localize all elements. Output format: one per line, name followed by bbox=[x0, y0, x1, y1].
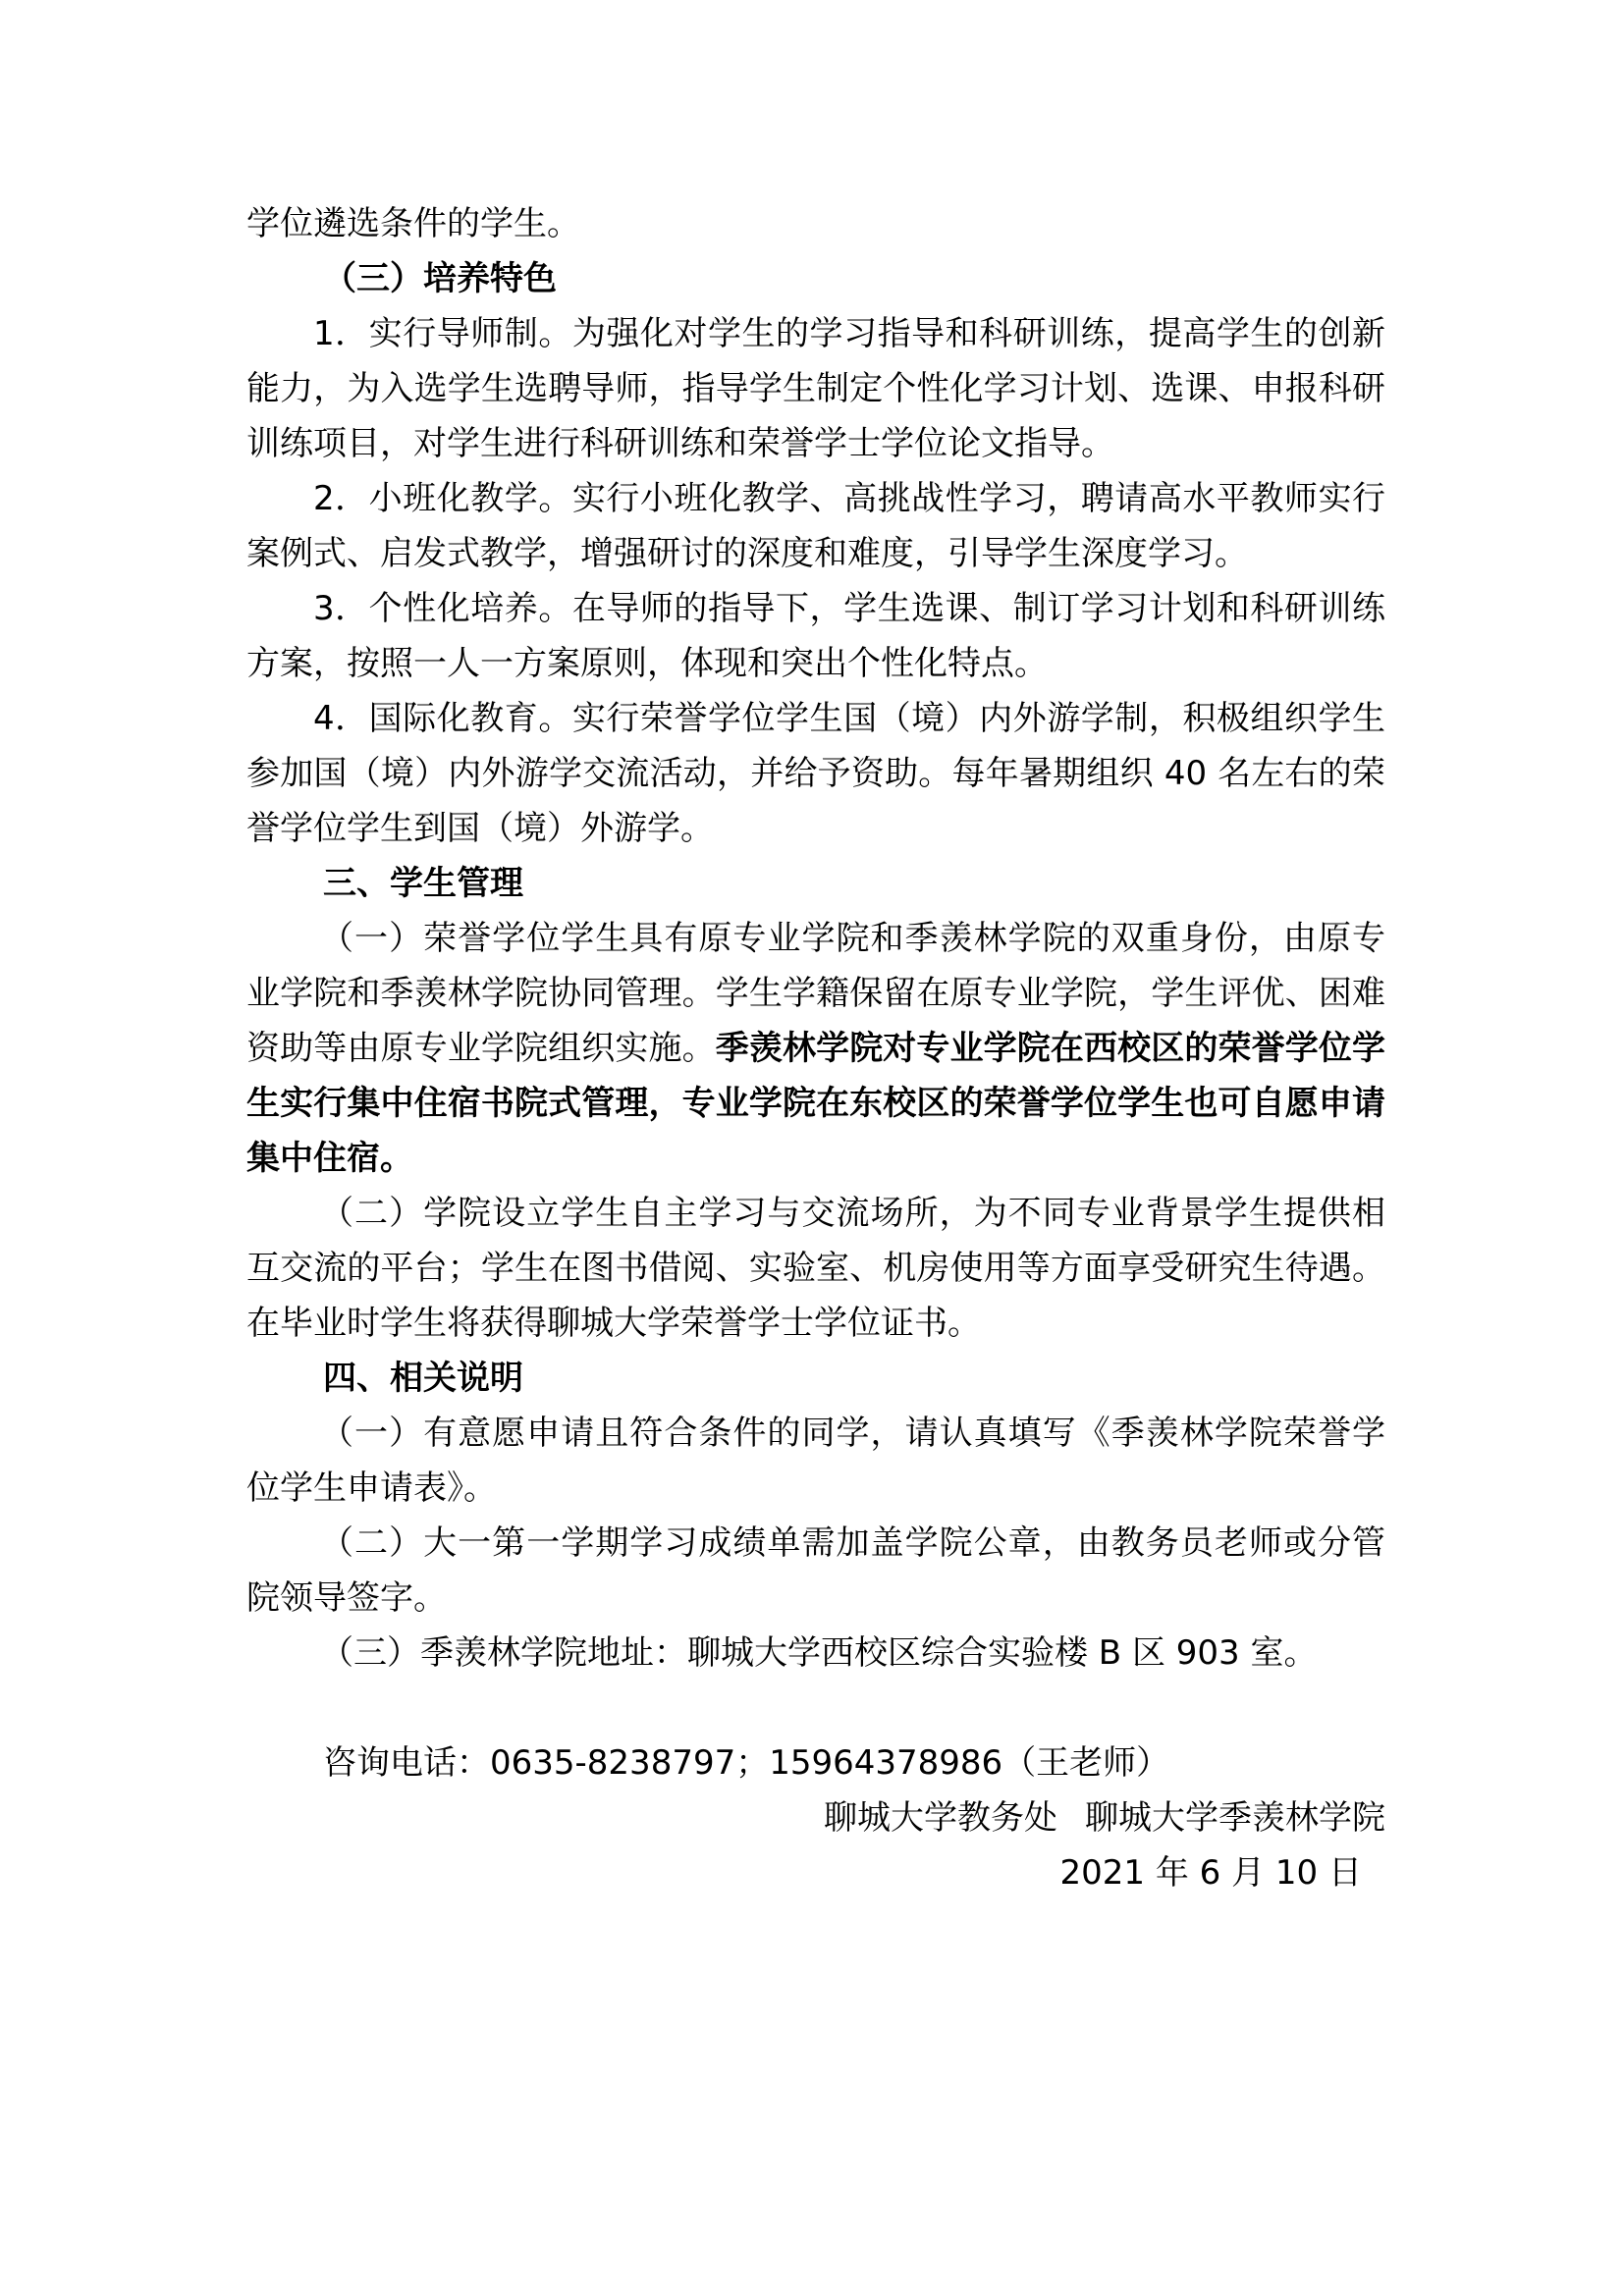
signer-academic-affairs: 聊城大学教务处 bbox=[824, 1798, 1057, 1838]
note-item-1: （一）有意愿申请且符合条件的同学，请认真填写《季羡林学院荣誉学位学生申请表》。 bbox=[246, 1414, 1385, 1508]
signer-jixianlin-college: 聊城大学季羡林学院 bbox=[1085, 1798, 1385, 1838]
contact-phone: 咨询电话：0635-8238797；15964378986（王老师） bbox=[323, 1743, 1170, 1783]
note-item-2: （二）大一第一学期学习成绩单需加盖学院公章，由教务员老师或分管院领导签字。 bbox=[246, 1523, 1385, 1618]
management-item-1-text: （一）荣誉学位学生具有原专业学院和季羡林学院的双重身份，由原专业学院和季羡林学院协同管理。学生学籍保留在原专业学院，学生评优、困难资助等由原专业学院组织实施。 bbox=[246, 919, 1385, 1068]
management-item-1 bbox=[246, 911, 1385, 1186]
feature-item-2: 2．小班化教学。实行小班化教学、高挑战性学习，聘请高水平教师实行案例式、启发式教学，增强研讨的深度和难度，引导学生深度学习。 bbox=[246, 479, 1385, 573]
management-item-2: （二）学院设立学生自主学习与交流场所，为不同专业背景学生提供相互交流的平台；学生在图书借阅、实验室、机房使用等方面享受研究生待遇。在毕业时学生将获得聊城大学荣誉学士学位证书。 bbox=[246, 1194, 1385, 1343]
intro-tail: 学位遴选条件的学生。 bbox=[246, 204, 580, 243]
signature-date: 2021 年 6 月 10 日 bbox=[1059, 1853, 1362, 1893]
spacer bbox=[246, 1681, 1385, 1735]
feature-item-3: 3．个性化培养。在导师的指导下，学生选课、制订学习计划和科研训练方案，按照一人一方案原则，体现和突出个性化特点。 bbox=[246, 589, 1385, 683]
document-page bbox=[246, 196, 1385, 1900]
heading-student-management: 三、学生管理 bbox=[323, 864, 523, 903]
management-item-1-bold-text: 季羡林学院对专业学院在西校区的荣誉学位学生实行集中住宿书院式管理，专业学院在东校区的荣誉学位学生也可自愿申请集中住宿。 bbox=[246, 1029, 1386, 1178]
heading-related-notes: 四、相关说明 bbox=[323, 1359, 523, 1398]
note-item-3: （三）季羡林学院地址：聊城大学西校区综合实验楼 B 区 903 室。 bbox=[320, 1633, 1318, 1673]
heading-training-features: （三）培养特色 bbox=[323, 259, 557, 298]
signers bbox=[246, 1790, 1385, 1845]
feature-item-4: 4．国际化教育。实行荣誉学位学生国（境）内外游学制，积极组织学生参加国（境）内外游学交流活动，并给予资助。每年暑期组织 40 名左右的荣誉学位学生到国（境）外游学。 bbox=[246, 699, 1385, 848]
feature-item-1: 1．实行导师制。为强化对学生的学习指导和科研训练，提高学生的创新能力，为入选学生选聘导师，指导学生制定个性化学习计划、选课、申报科研训练项目，对学生进行科研训练和荣誉学士学位论文指导。 bbox=[246, 314, 1385, 463]
